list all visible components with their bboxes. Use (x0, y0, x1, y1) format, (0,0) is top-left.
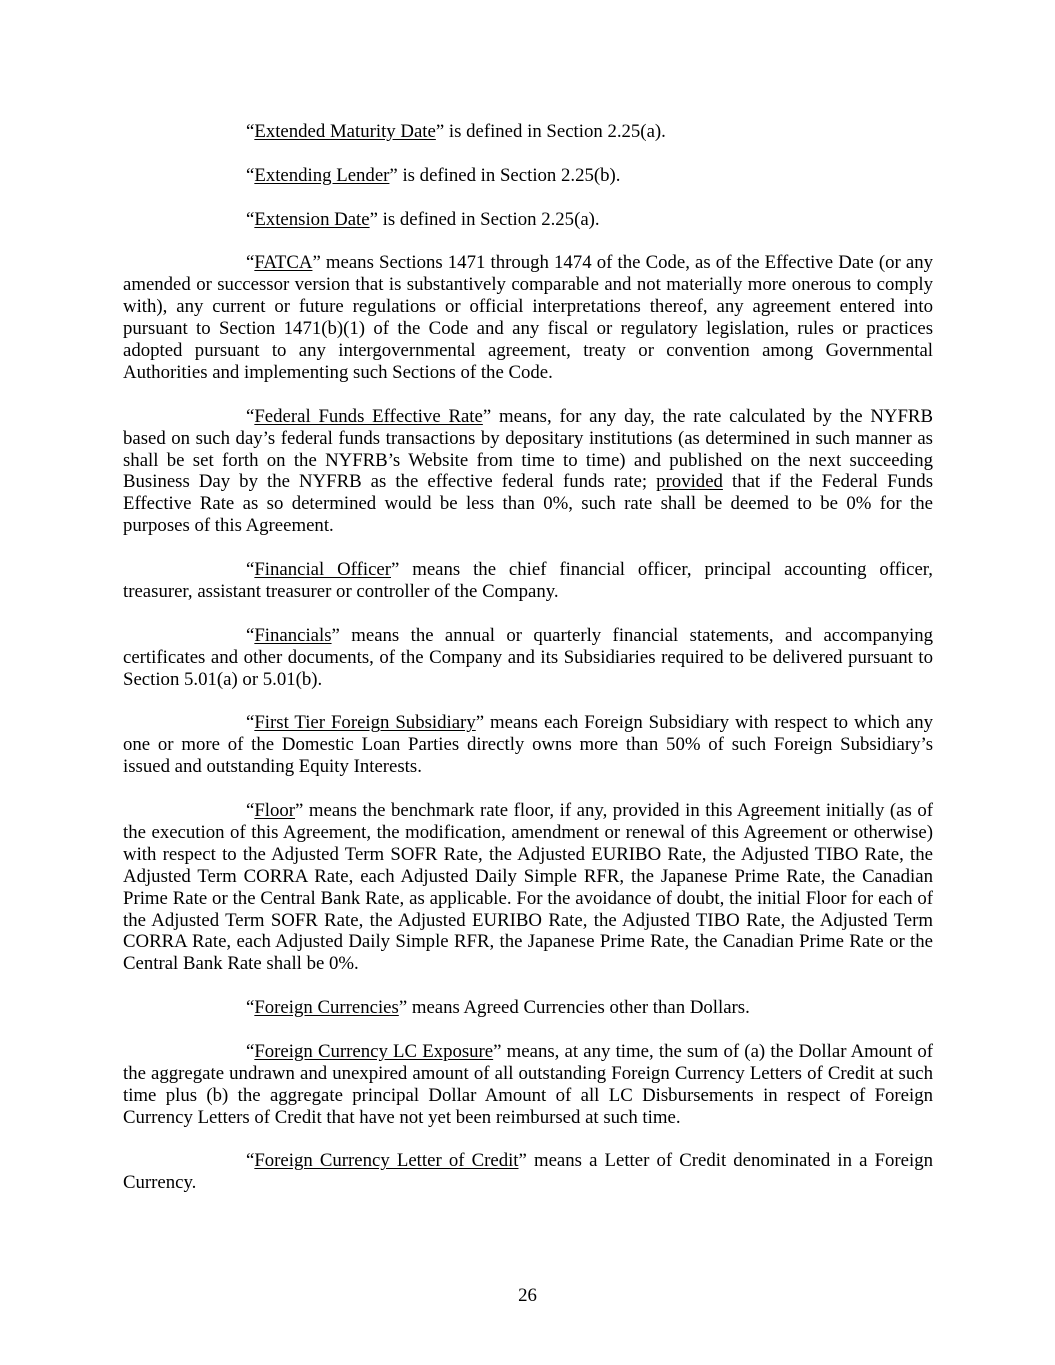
definition-text: ” is defined in Section 2.25(a). (435, 121, 666, 142)
definition-text: ” is defined in Section 2.25(b). (389, 164, 621, 186)
definition-text: ” means a Letter of Credit denominated in a Foreign Currency. (123, 1150, 933, 1194)
defined-term: First Tier Foreign Subsidiary (254, 712, 476, 734)
open-quote: “ (246, 405, 255, 427)
definition-financial-officer (123, 559, 933, 603)
definition-text: ” means, for any day, the rate calculated by the NYFRB based on such day’s federal funds transactions by depositary institutions (as determined in such manner as shall be set forth on the NYFRB’s Website from time to time) and published on the next succeeding Business Day by the NYFRB as the effective federal funds rate; (123, 405, 933, 493)
defined-term: FATCA (254, 252, 313, 274)
definition-extended-maturity-date (123, 121, 933, 143)
definition-text: ” means, at any time, the sum of (a) the Dollar Amount of the aggregate undrawn and unexpired amount of all outstanding Foreign Currency Letters of Credit at such time plus (b) the aggregate principal Dollar Amount of all LC Disbursements in respect of Foreign Currency Letters of Credit that have not yet been reimbursed at such time. (123, 1040, 933, 1128)
definition-extension-date (123, 209, 933, 231)
definition-text: ” means the chief financial officer, principal accounting officer, treasurer, assistant treasurer or controller of the Company. (123, 559, 933, 602)
defined-term: Federal Funds Effective Rate (254, 405, 483, 427)
definition-text: ” means the annual or quarterly financial statements, and accompanying certificates and other documents, of the Company and its Subsidiaries required to be delivered pursuant to Section 5.01(a) or 5.01(b). (123, 624, 933, 690)
definition-text: ” means each Foreign Subsidiary with respect to which any one or more of the Domestic Loan Parties directly owns more than 50% of such Foreign Subsidiary’s issued and outstanding Equity Interests. (123, 712, 933, 778)
defined-term: Financial Officer (254, 559, 391, 581)
defined-term: Foreign Currency LC Exposure (254, 1040, 494, 1062)
open-quote: “ (246, 712, 255, 734)
page-number: 26 (518, 1285, 537, 1307)
definition-text: ” means Sections 1471 through 1474 of the Code, as of the Effective Date (or any amended or successor version that is substantively comparable and not materially more onerous to comply with), any current or future regulations or official interpretations thereof, any agreement entered into pursuant to Section 1471(b)(1) of the Code and any fiscal or regulatory legislation, rules or practices adopted pursuant to any intergovernmental agreement, treaty or convention among Governmental Authorities and implementing such Sections of the Code. (123, 252, 933, 383)
open-quote: “ (246, 208, 255, 230)
open-quote: “ (246, 624, 255, 646)
open-quote: “ (246, 799, 255, 821)
open-quote: “ (246, 559, 255, 581)
definition-fatca (123, 252, 933, 383)
definition-federal-funds-effective-rate (123, 406, 933, 537)
defined-term: Foreign Currencies (254, 997, 399, 1019)
definition-floor (123, 800, 933, 975)
definition-text: ” is defined in Section 2.25(a). (369, 208, 600, 230)
defined-term: Extension Date (254, 208, 370, 230)
open-quote: “ (246, 164, 255, 186)
defined-term: Floor (254, 799, 296, 821)
definition-text: that if the Federal Funds Effective Rate as so determined would be less than 0%, such rate shall be deemed to be 0% for the purposes of this Agreement. (123, 471, 933, 537)
defined-term: Foreign Currency Letter of Credit (254, 1150, 519, 1172)
definition-text: ” means the benchmark rate floor, if any, provided in this Agreement initially (as of the execution of this Agreement, the modification, amendment or renewal of this Agreement or otherwise) with respect to the Adjusted Term SOFR Rate, the Adjusted EURIBO Rate, the Adjusted TIBO Rate, the Adjusted Term CORRA Rate, each Adjusted Daily Simple RFR, the Japanese Prime Rate, the Canadian Prime Rate or the Central Bank Rate, as applicable. For the avoidance of doubt, the initial Floor for each of the Adjusted Term SOFR Rate, the Adjusted EURIBO Rate, the Adjusted TIBO Rate, the Adjusted Term CORRA Rate, each Adjusted Daily Simple RFR, the Japanese Prime Rate, the Canadian Prime Rate or the Central Bank Rate shall be 0%. (123, 799, 933, 975)
defined-term: Extended Maturity Date (254, 121, 436, 142)
definition-first-tier-foreign-subsidiary (123, 712, 933, 778)
proviso-term: provided (656, 471, 723, 493)
open-quote: “ (246, 121, 255, 142)
open-quote: “ (246, 252, 255, 274)
defined-term: Extending Lender (254, 164, 390, 186)
defined-term: Financials (254, 624, 332, 646)
definition-financials (123, 625, 933, 691)
definition-foreign-currency-letter-of-credit (123, 1150, 933, 1194)
open-quote: “ (246, 1040, 255, 1062)
definition-text: ” means Agreed Currencies other than Dollars. (398, 997, 750, 1019)
open-quote: “ (246, 997, 255, 1019)
open-quote: “ (246, 1150, 255, 1172)
definition-foreign-currency-lc-exposure (123, 1041, 933, 1129)
definition-extending-lender (123, 165, 933, 187)
definition-foreign-currencies (123, 997, 933, 1019)
